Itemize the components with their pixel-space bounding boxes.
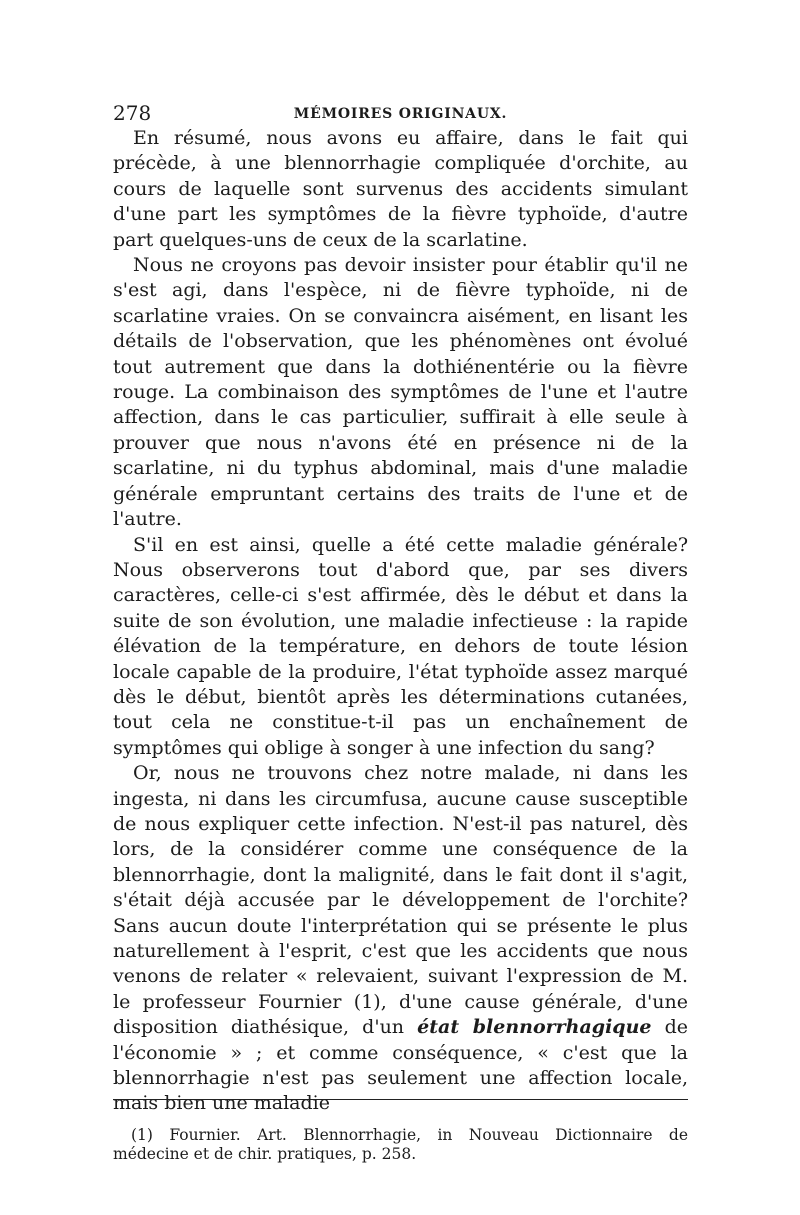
paragraph-not-typhoid: Nous ne croyons pas devoir insister pour établir qu'il ne s'est agi, dans l'espèce, ni de fièvre typhoïde, ni de scarlatine vraies. On se convaincra aisément, en lisant les détails de l'observation, que les phénomènes ont évolué tout autrement que dans la dothiénentérie ou la fièvre rouge. La combinaison des symptômes de l'une et l'autre affection, dans le cas particulier, suffirait à elle seule à prouver que nous n'avons été en présence ni de la scarlatine, ni du typhus abdominal, mais d'une maladie générale empruntant certains des traits de l'une et de l'autre. bbox=[113, 254, 688, 531]
paragraph-text-before: Or, nous ne trouvons chez notre malade, ni dans les ingesta, ni dans les circumfusa, aucune cause susceptible de nous expliquer cette infection. N'est-il pas naturel, dès lors, de la considérer comme une conséquence de la blennorrhagie, dont la malignité, dans le fait dont il s'agit, s'était déjà accusée par le développement de l'orchite? Sans aucun doute l'interprétation qui se présente le plus naturellement à l'esprit, c'est que les accidents que nous venons de relater « relevaient, suivant l'expression de M. le professeur Fournier (1), d'une cause générale, d'une disposition diathésique, d'un bbox=[113, 762, 688, 1039]
footnote-rule bbox=[113, 1099, 688, 1100]
paragraph-text-after: de l'économie » ; et comme conséquence, « c'est que la blennorrhagie n'est pas seulement une affection locale, mais bien une maladie bbox=[113, 1016, 688, 1115]
italic-term: état blennorrhagique bbox=[417, 1016, 652, 1039]
page-number: 278 bbox=[113, 101, 152, 125]
header-title: MÉMOIRES ORIGINAUX. bbox=[293, 106, 508, 122]
running-head bbox=[113, 100, 688, 126]
paragraph-blennorrhagic-cause bbox=[113, 761, 688, 1117]
body-text bbox=[113, 126, 688, 1117]
footnote: (1) Fournier. Art. Blennorrhagie, in Nouveau Dictionnaire de médecine et de chir. pratiques, p. 258. bbox=[113, 1126, 688, 1163]
paragraph-summary: En résumé, nous avons eu affaire, dans le fait qui précède, à une blennorrhagie compliquée d'orchite, au cours de laquelle sont survenus des accidents simulant d'une part les symptômes de la fièvre typhoïde, d'autre part quelques-uns de ceux de la scarlatine. bbox=[113, 127, 688, 251]
paragraph-infectious-disease: S'il en est ainsi, quelle a été cette maladie générale? Nous observerons tout d'abord que, par ses divers caractères, celle-ci s'est affirmée, dès le début et dans la suite de son évolution, une maladie infectieuse : la rapide élévation de la température, en dehors de toute lésion locale capable de la produire, l'état typhoïde assez marqué dès le début, bientôt après les déterminations cutanées, tout cela ne constitue-t-il pas un enchaînement de symptômes qui oblige à songer à une infection du sang? bbox=[113, 533, 688, 759]
